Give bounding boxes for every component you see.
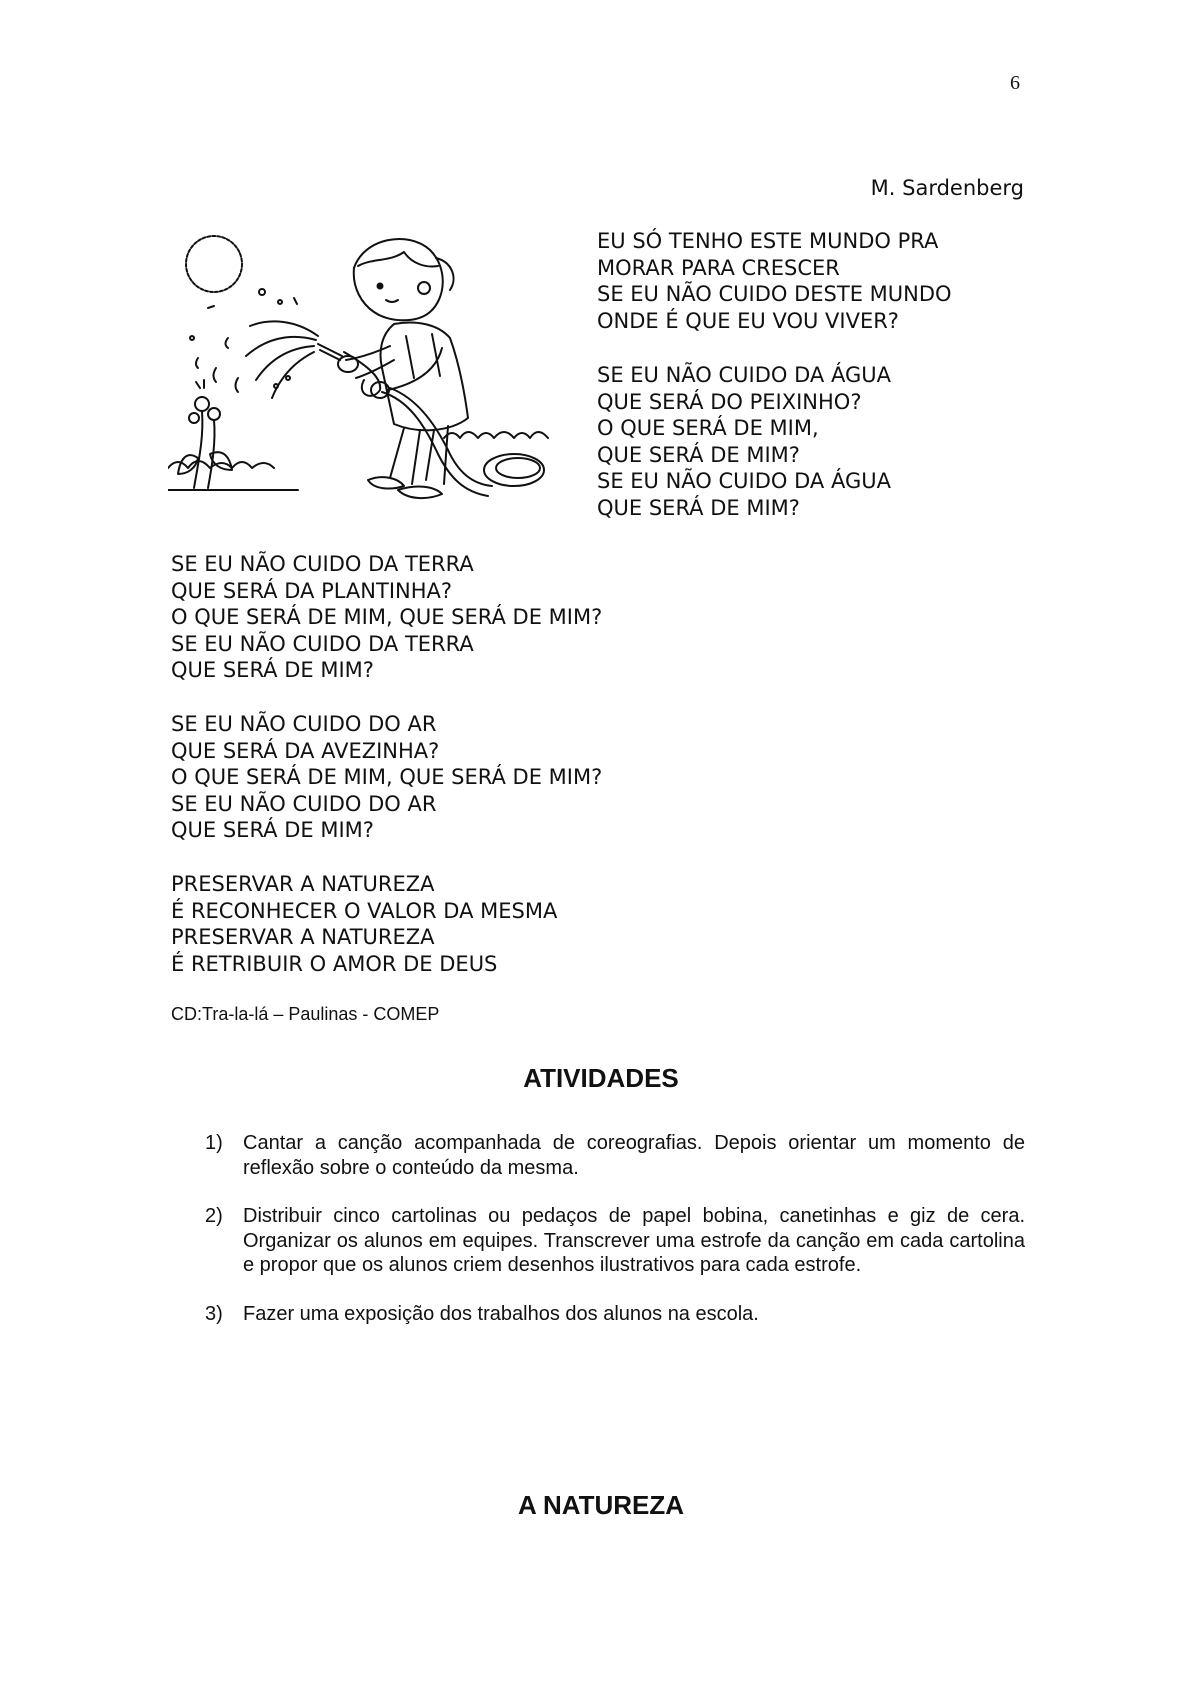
stanza-line: EU SÓ TENHO ESTE MUNDO PRA xyxy=(597,229,939,253)
activity-number: 2) xyxy=(205,1205,223,1227)
stanza-line: PRESERVAR A NATUREZA xyxy=(171,925,435,949)
water-spray-icon xyxy=(190,289,318,398)
stanza-preserve xyxy=(171,871,557,977)
stanza-line: MORAR PARA CRESCER xyxy=(597,255,840,280)
stanza-line: QUE SERÁ DE MIM? xyxy=(171,658,374,682)
song-author: M. Sardenberg xyxy=(870,176,1024,200)
activities-list xyxy=(205,1131,1025,1350)
stanza-line: QUE SERÁ DA AVEZINHA? xyxy=(171,738,440,763)
activity-number: 3) xyxy=(205,1302,223,1325)
stanza-line: É RECONHECER O VALOR DA MESMA xyxy=(171,898,558,923)
stanza-line: QUE SERÁ DE MIM? xyxy=(171,818,374,842)
stanza-earth xyxy=(171,551,602,684)
activity-item xyxy=(205,1302,1025,1327)
song-credit: CD:Tra-la-lá – Paulinas - COMEP xyxy=(171,1004,440,1024)
activity-number: 1) xyxy=(205,1132,223,1154)
stanza-line: SE EU NÃO CUIDO DO AR xyxy=(171,712,437,736)
activity-text: Cantar a canção acompanhada de coreografias. Depois orientar um momento de reflexão sobre o conteúdo da mesma. xyxy=(243,1132,1025,1179)
activity-item xyxy=(205,1131,1025,1180)
section-heading-natureza: A NATUREZA xyxy=(517,1490,685,1520)
stanza-line: SE EU NÃO CUIDO DO AR xyxy=(171,791,437,816)
sun-icon xyxy=(186,236,242,292)
girl-watering-flowers-icon xyxy=(168,228,580,540)
girl-icon xyxy=(338,239,468,498)
stanza-line: QUE SERÁ DE MIM? xyxy=(597,442,800,467)
stanza-line: SE EU NÃO CUIDO DA TERRA xyxy=(171,631,474,656)
stanza-line: O QUE SERÁ DE MIM, QUE SERÁ DE MIM? xyxy=(171,605,603,629)
flower-icon xyxy=(178,380,232,488)
stanza-line: QUE SERÁ DO PEIXINHO? xyxy=(597,389,862,414)
stanza-intro xyxy=(597,228,952,334)
stanza-line: O QUE SERÁ DE MIM, xyxy=(597,416,819,440)
activity-text: Fazer uma exposição dos trabalhos dos alunos na escola. xyxy=(243,1302,759,1325)
stanza-line: PRESERVAR A NATUREZA xyxy=(171,872,435,896)
stanza-line: É RETRIBUIR O AMOR DE DEUS xyxy=(171,951,498,976)
page-number: 6 xyxy=(1010,72,1020,94)
stanza-line: QUE SERÁ DE MIM? xyxy=(597,495,800,520)
stanza-line: SE EU NÃO CUIDO DA ÁGUA xyxy=(597,363,891,387)
stanza-line: QUE SERÁ DA PLANTINHA? xyxy=(171,578,453,603)
stanza-line: O QUE SERÁ DE MIM, QUE SERÁ DE MIM? xyxy=(171,765,603,789)
stanza-line: SE EU NÃO CUIDO DA ÁGUA xyxy=(597,469,891,493)
stanza-water xyxy=(597,362,891,521)
activity-item xyxy=(205,1204,1025,1278)
activity-text: Distribuir cinco cartolinas ou pedaços de papel bobina, canetinhas e giz de cera. Organizar os alunos em equipes. Transcrever uma estrofe da canção em cada cartolina e propor que os alunos criem desenhos ilustrativos para cada estrofe. xyxy=(243,1205,1025,1276)
stanza-air xyxy=(171,711,602,844)
stanza-line: ONDE É QUE EU VOU VIVER? xyxy=(597,308,899,333)
stanza-line: SE EU NÃO CUIDO DA TERRA xyxy=(171,552,474,576)
activities-heading: ATIVIDADES xyxy=(523,1063,679,1093)
hose-icon xyxy=(318,344,544,496)
stanza-line: SE EU NÃO CUIDO DESTE MUNDO xyxy=(597,282,952,306)
